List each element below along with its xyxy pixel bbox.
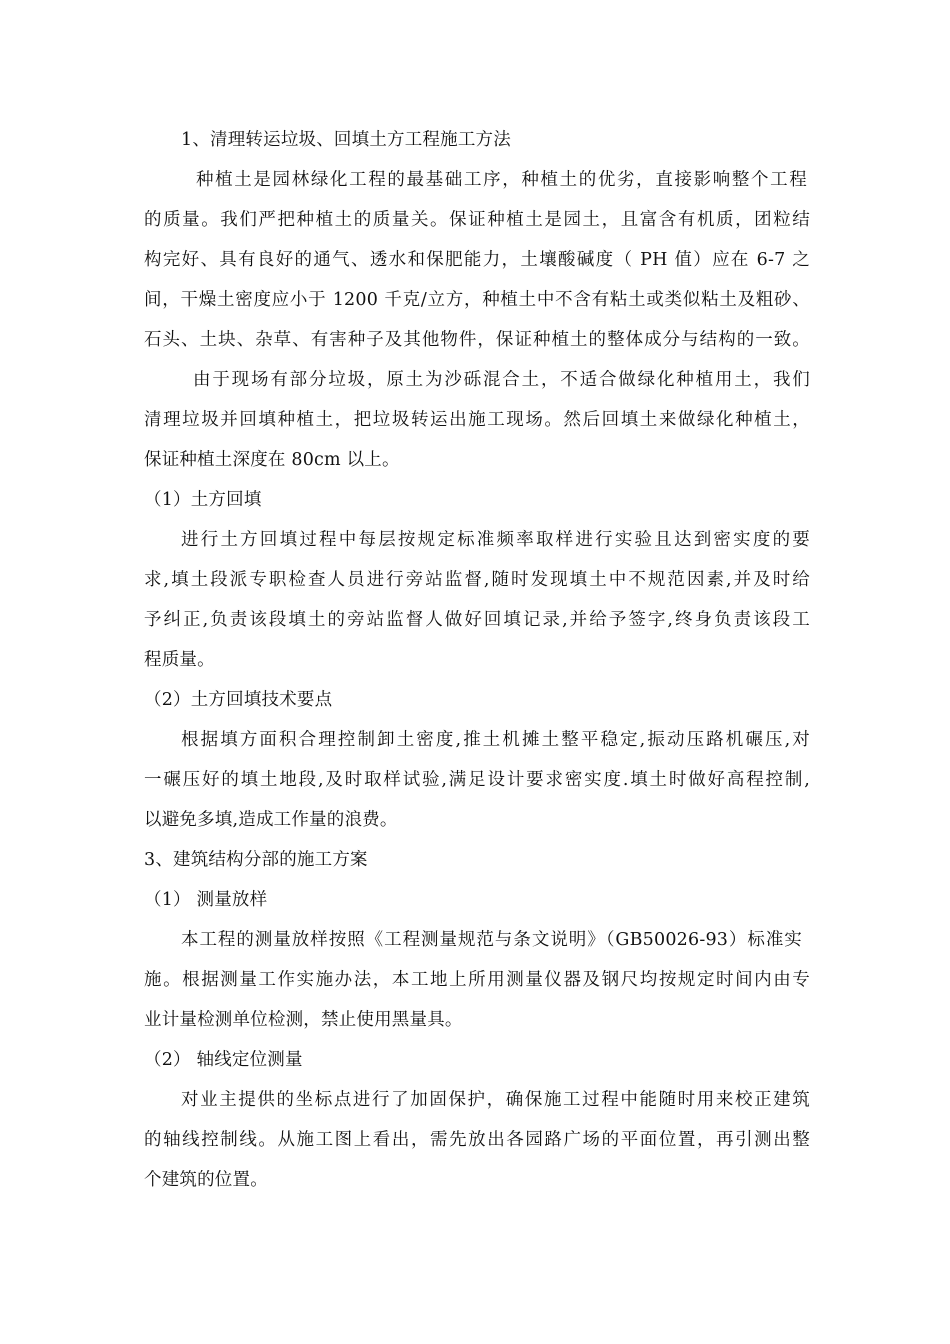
paragraph-line: 本工程的测量放样按照《工程测量规范与条文说明》（GB50026-93）标准实 [181, 930, 802, 950]
paragraph-line: 石头、土块、杂草、有害种子及其他物件，保证种植土的整体成分与结构的一致。 [144, 330, 810, 350]
paragraph-line: 求,填土段派专职检查人员进行旁站监督,随时发现填土中不规范因素,并及时给 [144, 570, 810, 590]
paragraph-line: 清理垃圾并回填种植土，把垃圾转运出施工现场。然后回填土来做绿化种植土， [144, 410, 810, 430]
paragraph-line: 由于现场有部分垃圾，原土为沙砾混合土，不适合做绿化种植用土，我们 [193, 370, 810, 390]
paragraph-line: 根据填方面积合理控制卸土密度,推土机摊土整平稳定,振动压路机碾压,对 [181, 730, 810, 750]
paragraph-line: 一碾压好的填土地段,及时取样试验,满足设计要求密实度.填土时做好高程控制, [144, 770, 810, 790]
paragraph-line: 的轴线控制线。从施工图上看出，需先放出各园路广场的平面位置，再引测出整 [144, 1130, 810, 1150]
paragraph-line: 业计量检测单位检测，禁止使用黑量具。 [144, 1010, 463, 1030]
paragraph-line: 种植土是园林绿化工程的最基础工序，种植土的优劣，直接影响整个工程 [196, 170, 807, 190]
subsection-heading: （1）土方回填 [144, 490, 262, 510]
paragraph-line: 施。根据测量工作实施办法，本工地上所用测量仪器及钢尺均按规定时间内由专 [144, 970, 810, 990]
paragraph-line: 构完好、具有良好的通气、透水和保肥能力，土壤酸碱度（ PH 值）应在 6-7 之 [144, 250, 810, 270]
paragraph-line: 个建筑的位置。 [144, 1170, 268, 1190]
paragraph-line: 保证种植土深度在 80cm 以上。 [144, 450, 400, 470]
paragraph-line: 间，干燥土密度应小于 1200 千克/立方，种植土中不含有粘土或类似粘土及粗砂、 [144, 290, 810, 310]
subsection-heading: （2） 轴线定位测量 [144, 1050, 303, 1070]
paragraph-line: 进行土方回填过程中每层按规定标准频率取样进行实验且达到密实度的要 [181, 530, 810, 550]
paragraph-line: 程质量。 [144, 650, 215, 670]
section-heading: 1、清理转运垃圾、回填土方工程施工方法 [181, 130, 511, 150]
section-heading: 3、建筑结构分部的施工方案 [144, 850, 368, 870]
paragraph-line: 的质量。我们严把种植土的质量关。保证种植土是园土，且富含有机质，团粒结 [144, 210, 810, 230]
paragraph-line: 以避免多填,造成工作量的浪费。 [144, 810, 398, 830]
subsection-heading: （1） 测量放样 [144, 890, 268, 910]
paragraph-line: 对业主提供的坐标点进行了加固保护，确保施工过程中能随时用来校正建筑 [181, 1090, 810, 1110]
paragraph-line: 予纠正,负责该段填土的旁站监督人做好回填记录,并给予签字,终身负责该段工 [144, 610, 810, 630]
subsection-heading: （2）土方回填技术要点 [144, 690, 333, 710]
